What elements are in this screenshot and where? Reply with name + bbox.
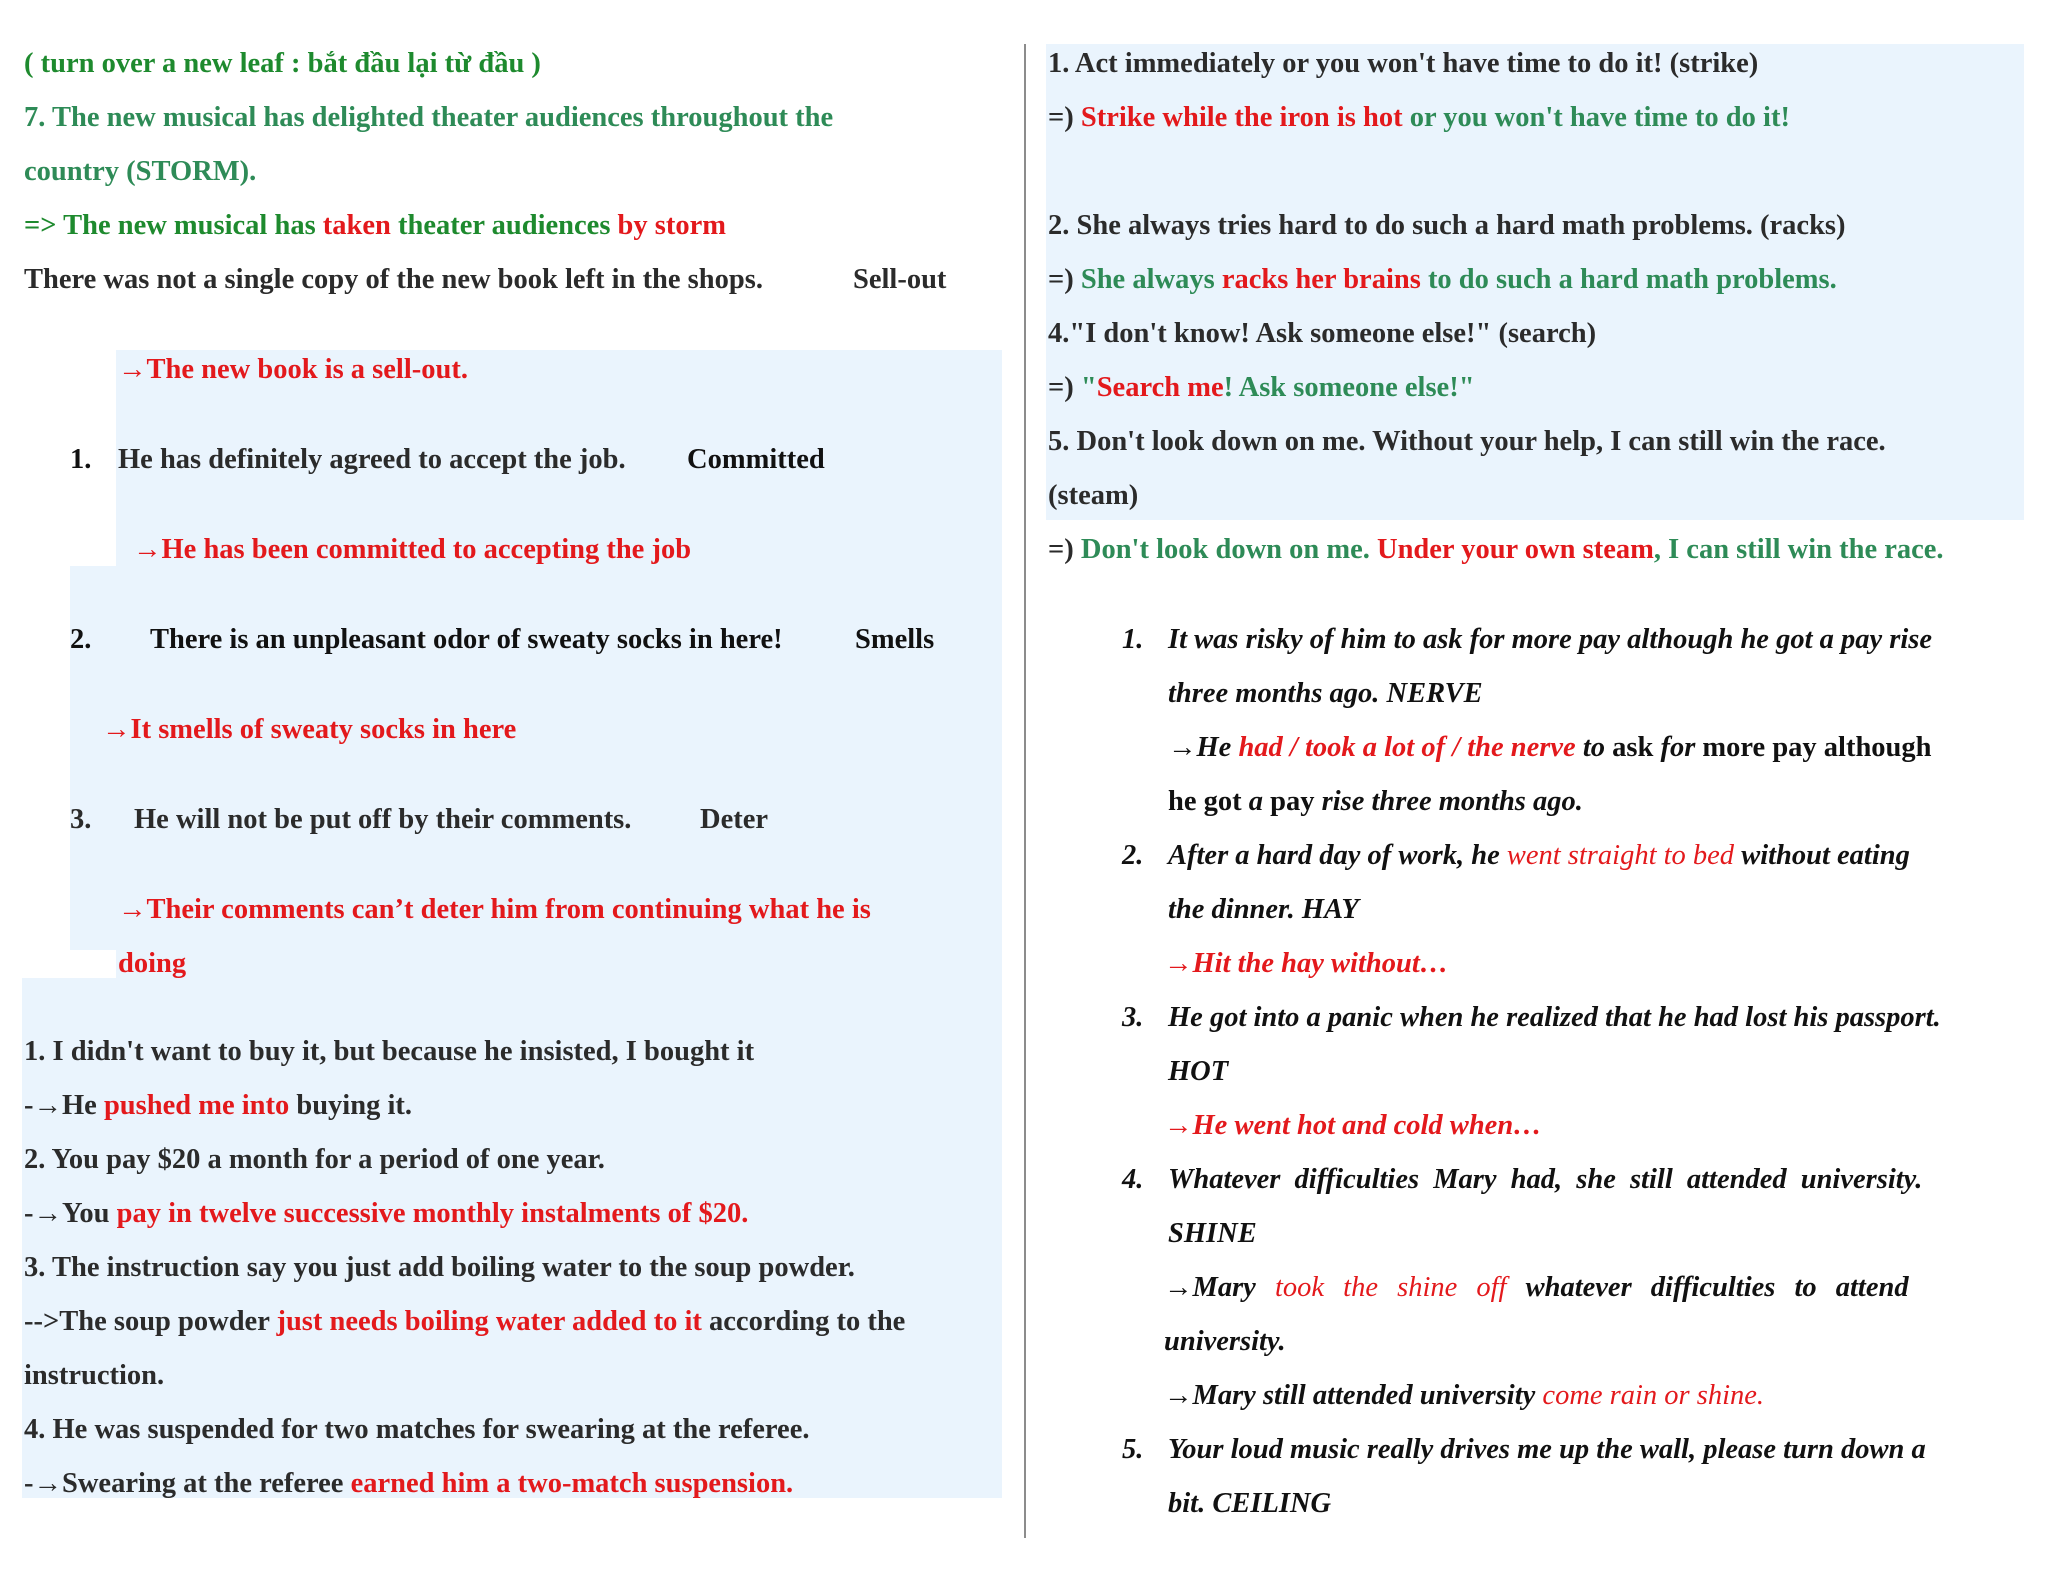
deter-answer-cont: doing: [118, 948, 187, 979]
sellout-keyword: Sell-out: [853, 264, 947, 295]
answer-keyword: earned him a two-match suspension.: [350, 1468, 794, 1499]
answer-text: pay: [1263, 786, 1322, 817]
answer-keyword: had / took a lot of / the nerve: [1238, 732, 1576, 763]
answer-text: , I can still win the race.: [1653, 534, 1944, 565]
racks-answer: [1048, 260, 1837, 300]
exercise-7-question: 7. The new musical has delighted theater audiences throughout the: [24, 102, 834, 133]
answer-text: for: [1660, 732, 1696, 763]
answer-prefix: =): [1048, 102, 1081, 133]
item-number: 2.: [70, 624, 92, 655]
shine-question: Whatever difficulties Mary had, she still attended university.: [1168, 1164, 1923, 1195]
hot-answer: →He went hot and cold when…: [1164, 1110, 1542, 1141]
deter-question: He will not be put off by their comments.: [134, 804, 632, 835]
answer-keyword: took the shine off: [1274, 1272, 1507, 1303]
q3-question: 3. The instruction say you just add boiling water to the soup powder.: [24, 1252, 855, 1283]
answer-prefix: =): [1048, 264, 1081, 295]
answer-text: ": [1080, 372, 1097, 403]
answer-keyword: went straight to bed: [1506, 840, 1735, 871]
q2-answer: [24, 1194, 748, 1234]
answer-text: She always: [1080, 264, 1222, 295]
q1-answer: [24, 1086, 412, 1126]
sellout-answer: →The new book is a sell-out.: [118, 354, 468, 385]
item-number: 2.: [1122, 840, 1144, 871]
answer-text: ask: [1612, 732, 1661, 763]
nerve-question: [1168, 620, 2022, 660]
answer-text: whatever difficulties to attend: [1506, 1272, 1909, 1303]
answer-keyword: by storm: [617, 210, 726, 241]
answer-keyword: just needs boiling water added to it: [276, 1306, 702, 1337]
q4-answer: [24, 1464, 793, 1504]
answer-text: => The new musical has: [24, 210, 323, 241]
answer-text: -->The soup powder: [24, 1306, 277, 1337]
answer-text: he got: [1168, 786, 1249, 817]
idiom-note: ( turn over a new leaf : bắt đầu lại từ đầu ): [24, 48, 541, 79]
q1-question: 1. I didn't want to buy it, but because he insisted, I bought it: [24, 1036, 755, 1067]
answer-keyword: Search me: [1096, 372, 1224, 403]
answer-keyword: come rain or shine.: [1542, 1380, 1765, 1411]
item-number: 3.: [1122, 1002, 1144, 1033]
ceiling-question-cont: bit. CEILING: [1168, 1488, 1332, 1519]
answer-text: -→Swearing at the referee: [24, 1468, 351, 1499]
strike-answer: [1048, 98, 1790, 138]
answer-keyword: pushed me into: [103, 1090, 290, 1121]
search-answer: [1048, 368, 1475, 408]
q3-answer-cont: instruction.: [24, 1360, 165, 1391]
q3-answer: [24, 1302, 905, 1342]
answer-prefix: =): [1048, 534, 1081, 565]
shine-answer-cont: university.: [1164, 1326, 1286, 1357]
steam-answer: [1048, 530, 1944, 570]
shine-answer-alt: [1164, 1376, 1764, 1416]
item-number: 5.: [1122, 1434, 1144, 1465]
nerve-answer-cont: [1168, 782, 1583, 822]
answer-text: Don't look down on me.: [1080, 534, 1377, 565]
question-text: without eating: [1734, 840, 1910, 871]
answer-text: to: [1575, 732, 1613, 763]
answer-text: a: [1248, 786, 1263, 817]
committed-question: He has definitely agreed to accept the job.: [118, 444, 626, 475]
hot-question: He got into a panic when he realized that he had lost his passport.: [1168, 1002, 1941, 1033]
answer-text: →He: [1168, 732, 1239, 763]
question-text: After a hard day of work, he: [1168, 840, 1507, 871]
answer-text: -→You: [24, 1198, 117, 1229]
deter-answer: →Their comments can’t deter him from continuing what he is: [118, 894, 871, 925]
answer-keyword: Strike while the iron is hot: [1080, 102, 1403, 133]
answer-text: or you won't have time to do it!: [1402, 102, 1790, 133]
q4-question: 4. He was suspended for two matches for swearing at the referee.: [24, 1414, 810, 1445]
shine-question-cont: SHINE: [1168, 1218, 1257, 1249]
answer-keyword: taken: [322, 210, 391, 241]
ceiling-question: Your loud music really drives me up the wall, please turn down a: [1168, 1434, 1926, 1465]
smells-answer: →It smells of sweaty socks in here: [102, 714, 517, 745]
answer-text: theater audiences: [390, 210, 618, 241]
question-text: It was risky of him to ask for more pay although he got a pay rise: [1168, 624, 1933, 655]
smells-question: There is an unpleasant odor of sweaty socks in here!: [150, 624, 783, 655]
answer-keyword: Under your own steam: [1377, 534, 1654, 565]
answer-text: →Mary: [1164, 1272, 1275, 1303]
item-number: 1.: [1122, 624, 1144, 655]
answer-text: more pay although: [1695, 732, 1932, 763]
answer-text: →Mary still attended university: [1164, 1380, 1543, 1411]
deter-keyword: Deter: [700, 804, 769, 835]
sellout-question: There was not a single copy of the new book left in the shops.: [24, 264, 763, 295]
search-question: 4."I don't know! Ask someone else!" (search): [1048, 318, 1597, 349]
item-number: 3.: [70, 804, 92, 835]
shine-answer: [1164, 1268, 1909, 1308]
answer-keyword: racks her brains: [1221, 264, 1421, 295]
smells-keyword: Smells: [855, 624, 935, 655]
answer-text: according to the: [701, 1306, 906, 1337]
committed-keyword: Committed: [687, 444, 825, 475]
item-number: 4.: [1122, 1164, 1144, 1195]
hay-answer: →Hit the hay without…: [1164, 948, 1449, 979]
committed-answer: →He has been committed to accepting the job: [133, 534, 692, 565]
steam-question: 5. Don't look down on me. Without your help, I can still win the race.: [1048, 426, 1886, 457]
answer-prefix: =): [1048, 372, 1081, 403]
answer-text: rise three months ago.: [1321, 786, 1583, 817]
hay-question: [1168, 836, 1910, 876]
hot-question-cont: HOT: [1168, 1056, 1229, 1087]
answer-text: ! Ask someone else!": [1223, 372, 1475, 403]
answer-keyword: pay in twelve successive monthly instalments of $20.: [116, 1198, 749, 1229]
answer-text: -→He: [24, 1090, 104, 1121]
column-divider: [1024, 44, 1026, 1538]
answer-text: to do such a hard math problems.: [1420, 264, 1837, 295]
exercise-7-answer: [24, 206, 726, 246]
exercise-7-question-cont: country (STORM).: [24, 156, 257, 187]
strike-question: 1. Act immediately or you won't have time to do it! (strike): [1048, 48, 1759, 79]
q2-question: 2. You pay $20 a month for a period of one year.: [24, 1144, 605, 1175]
nerve-question-cont: three months ago. NERVE: [1168, 678, 1483, 709]
answer-text: buying it.: [289, 1090, 412, 1121]
steam-question-cont: (steam): [1048, 480, 1139, 511]
racks-question: 2. She always tries hard to do such a hard math problems. (racks): [1048, 210, 1846, 241]
nerve-answer: [1168, 728, 1932, 768]
item-number: 1.: [70, 444, 92, 475]
hay-question-cont: the dinner. HAY: [1168, 894, 1359, 925]
